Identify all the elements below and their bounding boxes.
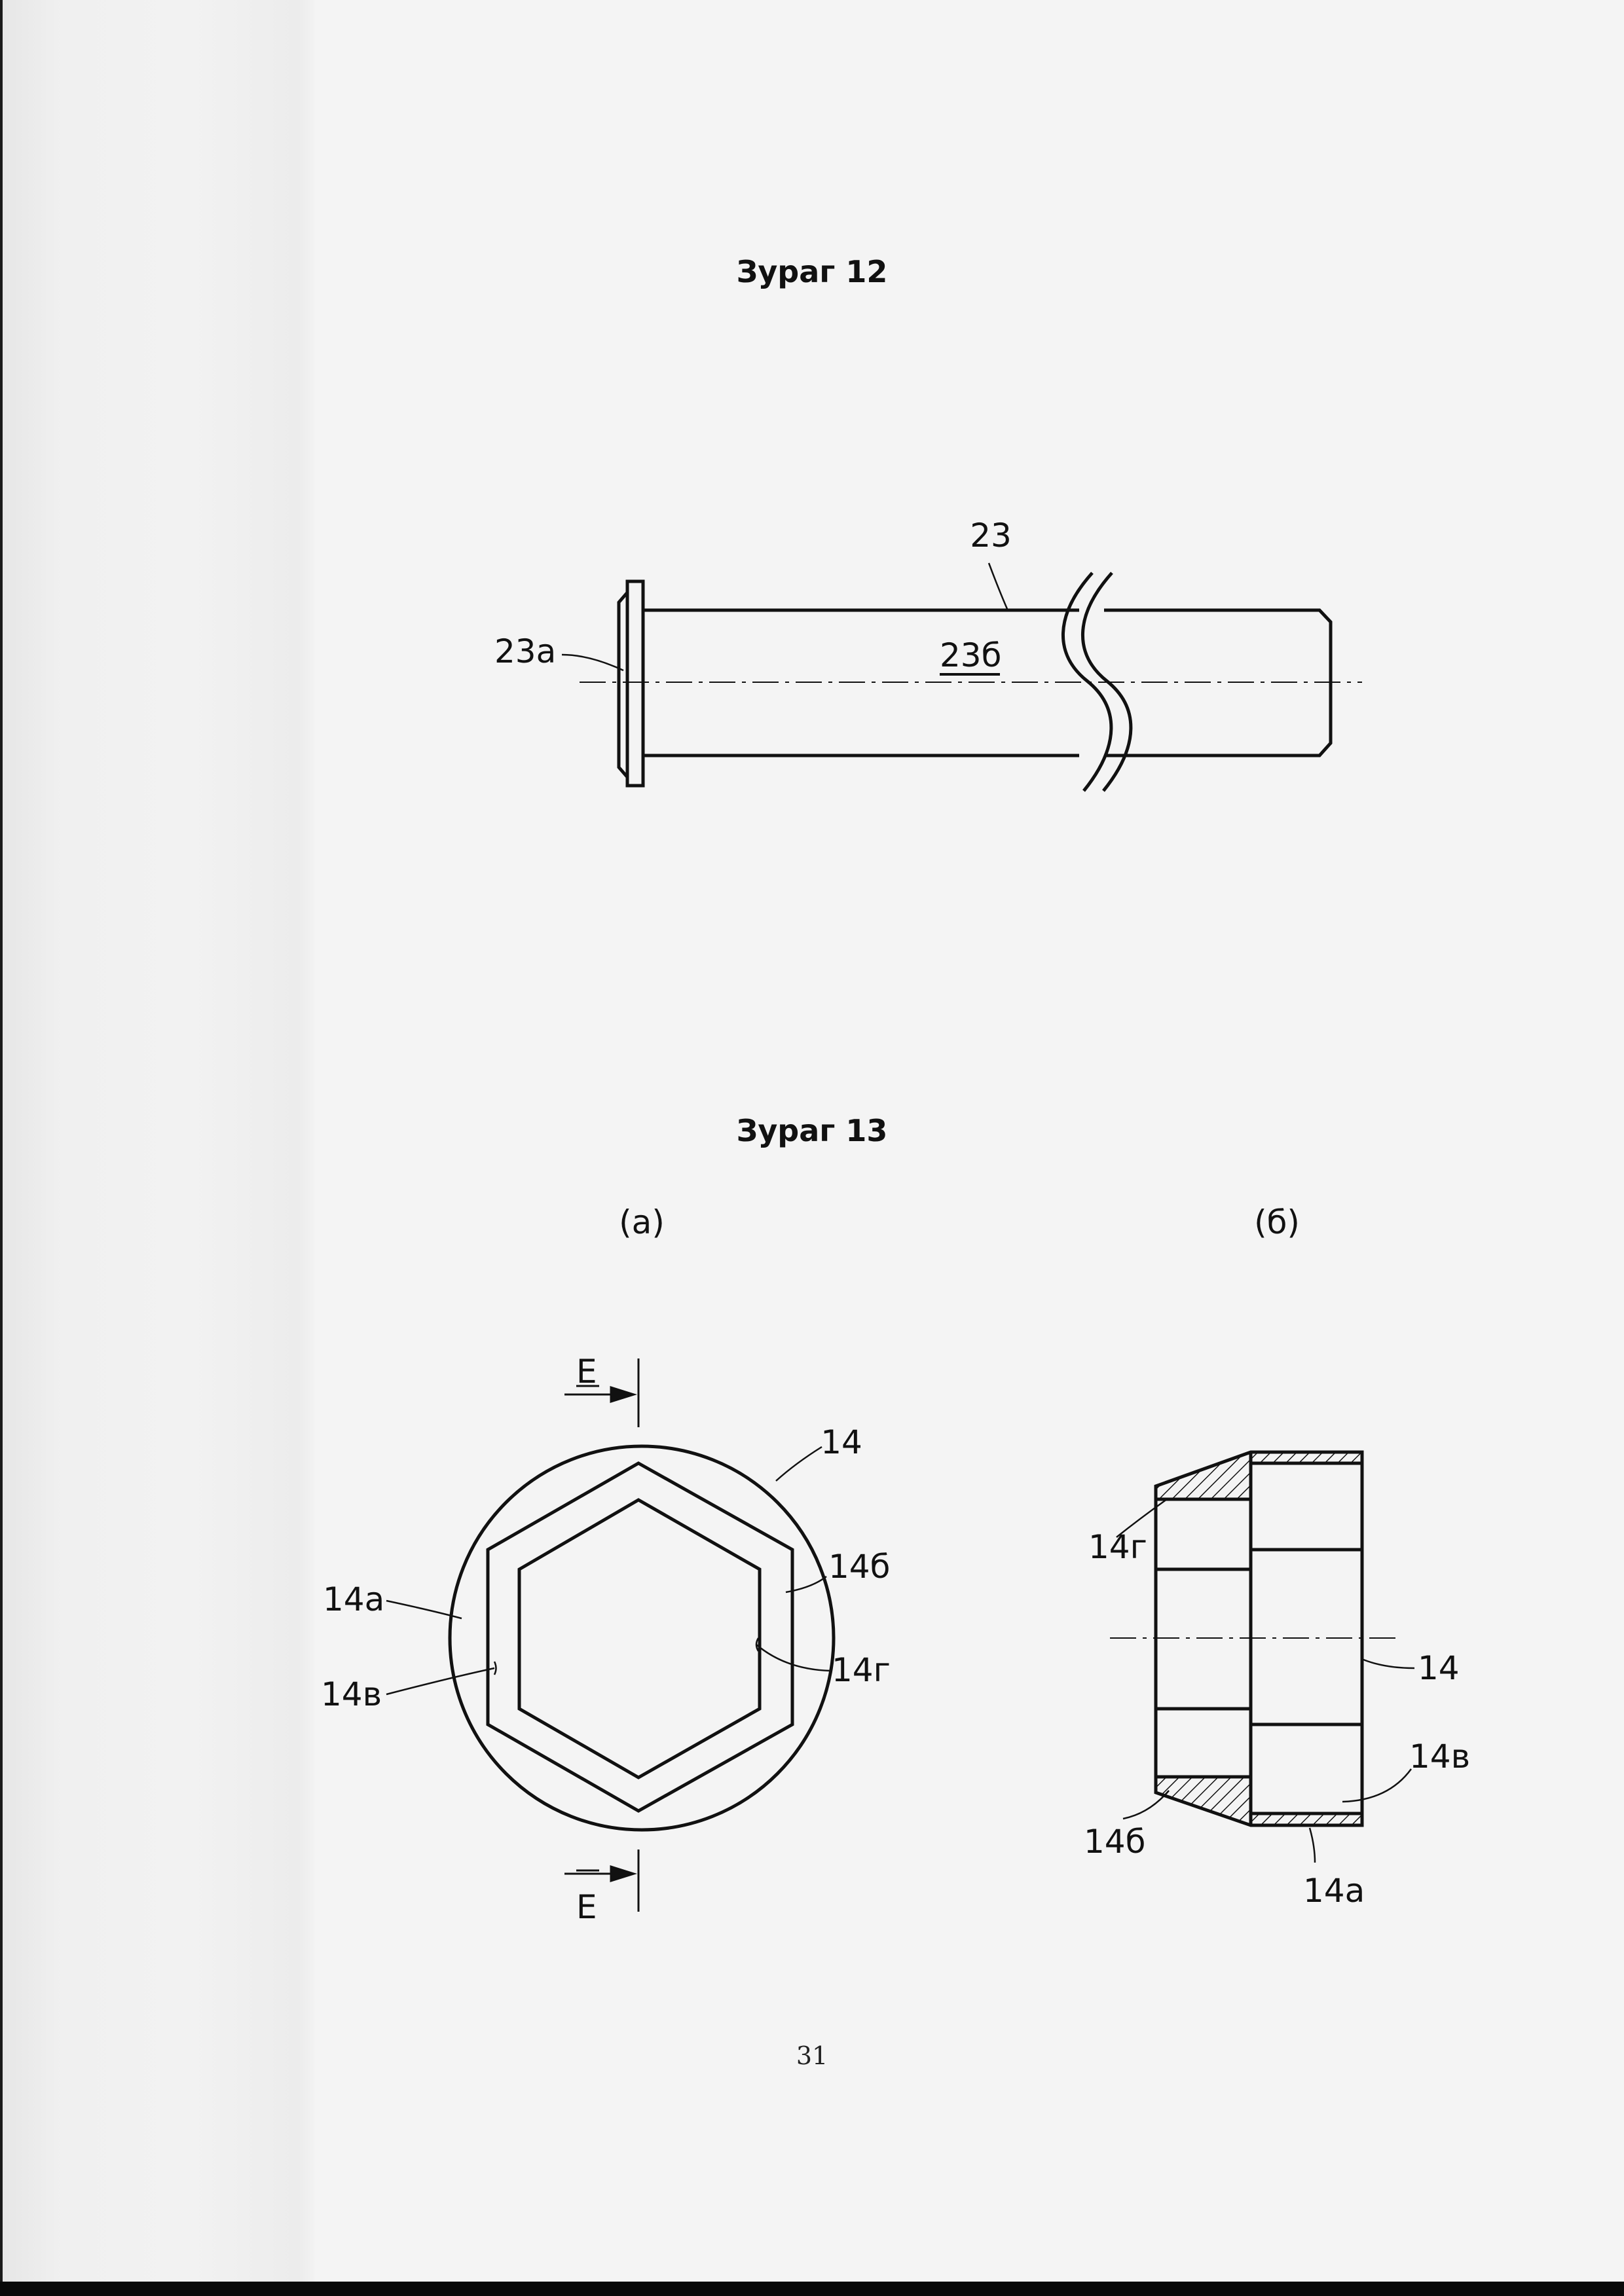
nut-front-view xyxy=(450,1446,834,1830)
nut-outer-circle xyxy=(450,1446,834,1830)
section-label-bottom: E xyxy=(576,1888,597,1926)
leader-14-a xyxy=(776,1447,822,1481)
label-14-a: 14 xyxy=(821,1423,862,1461)
leader-14v-a xyxy=(386,1668,494,1694)
leader-14a-b xyxy=(1310,1828,1315,1863)
label-14a-a: 14a xyxy=(323,1580,385,1618)
label-14v-a: 14в xyxy=(321,1675,382,1713)
contact-mark-left xyxy=(494,1662,496,1675)
subfigure-b-label: (б) xyxy=(1254,1203,1300,1241)
leader-23a xyxy=(562,655,623,670)
subfigure-a-label: (a) xyxy=(619,1203,665,1241)
page-number: 31 xyxy=(796,2041,828,2070)
figure-13-title: Зураг 13 xyxy=(736,1113,888,1148)
label-23: 23 xyxy=(970,517,1012,555)
nut-inner-hexagon xyxy=(519,1500,760,1777)
figure-12-title: Зураг 12 xyxy=(736,254,888,289)
label-14-b: 14 xyxy=(1418,1649,1460,1687)
label-23b: 23б xyxy=(940,636,1002,674)
leader-14-b xyxy=(1363,1660,1414,1668)
scan-bottom-edge xyxy=(0,2282,1624,2296)
leader-14v-b xyxy=(1342,1769,1411,1802)
leader-23 xyxy=(989,563,1007,609)
hatch-bottom xyxy=(1156,1777,1362,1825)
label-14b-a: 14б xyxy=(828,1548,891,1586)
label-14g-a: 14г xyxy=(832,1651,891,1689)
label-14a-b: 14a xyxy=(1303,1872,1365,1910)
label-14v-b: 14в xyxy=(1409,1738,1471,1776)
label-14g-b: 14г xyxy=(1088,1528,1147,1566)
label-14b-b: 14б xyxy=(1084,1823,1146,1861)
leaders-a xyxy=(386,1447,830,1694)
section-arrow-bottom-head xyxy=(611,1867,634,1881)
label-23a: 23a xyxy=(494,632,557,670)
section-label-top: E xyxy=(576,1353,597,1391)
section-arrow-top-head xyxy=(611,1387,634,1402)
pin-head-plate xyxy=(627,581,643,786)
leaders-b xyxy=(1116,1499,1414,1863)
nut-outer-hexagon xyxy=(488,1463,792,1811)
